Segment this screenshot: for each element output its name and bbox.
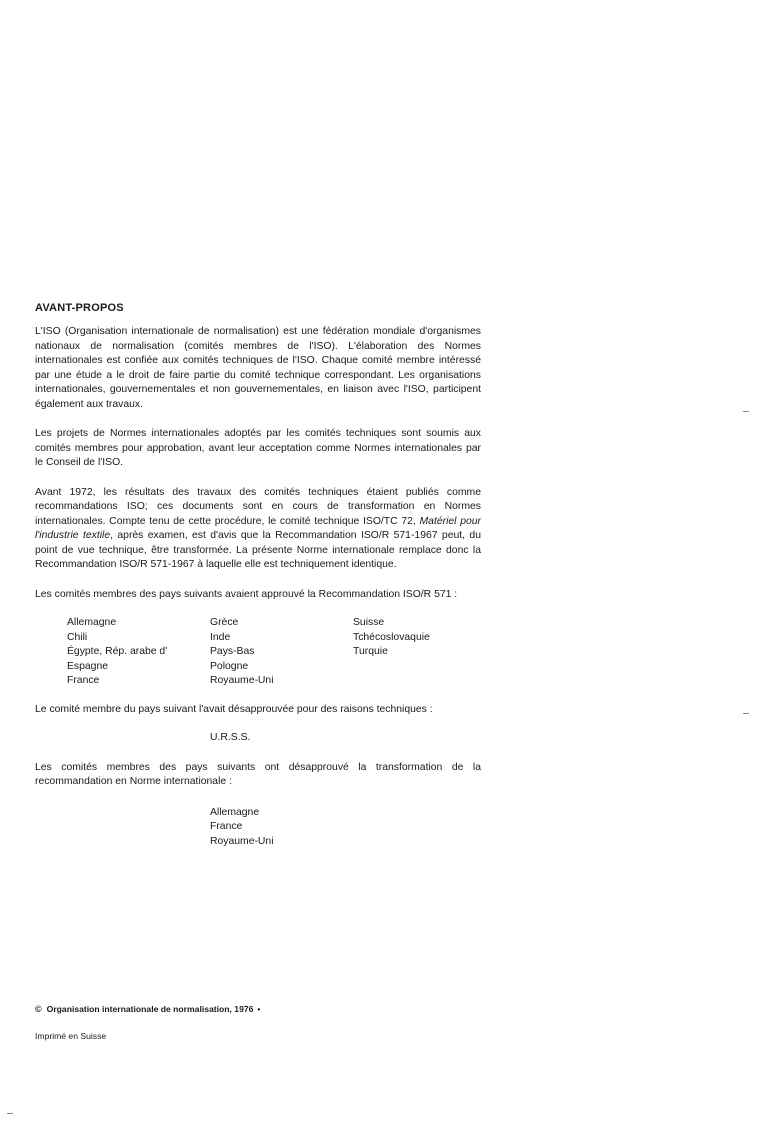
country-item: Tchécoslovaquie (353, 631, 430, 643)
country-item: Chili (67, 631, 88, 643)
transformation-objectors-list (35, 806, 481, 850)
country-item: Égypte, Rép. arabe d' (67, 646, 168, 658)
margin-mark (743, 713, 749, 714)
copyright-line (35, 1004, 260, 1014)
country-item: France (210, 821, 243, 833)
paragraph-iso-intro: L'ISO (Organisation internationale de normalisation) est une fédération mondiale d'organismes nationaux de normalisation (comités membres de l'ISO). L'élaboration des Normes internationales est confiée aux comités techniques de l'ISO. Chaque comité membre intéressé par une étude a le droit de faire partie du comité technique correspondant. Les organisations internationales, gouvernementales et non gouvernementales, en liaison avec l'ISO, participent également aux travaux. (35, 326, 481, 410)
country-item: Espagne (67, 660, 109, 672)
country-item: Grèce (210, 617, 239, 628)
paragraph-transformation-objection: Les comités membres des pays suivants ont désapprouvé la transformation de la recommandation en Norme internationale : (35, 761, 481, 787)
country-item: Pologne (210, 660, 249, 672)
countries-column-2 (210, 616, 274, 689)
paragraph-approving-intro: Les comités membres des pays suivants avaient approuvé la Recommandation ISO/R 571 : (35, 588, 458, 600)
copyright-icon: © (35, 1004, 42, 1014)
bullet-icon: • (257, 1004, 261, 1014)
countries-column-1 (67, 616, 167, 689)
country-item: Pays-Bas (210, 646, 255, 658)
countries-column-3 (353, 616, 430, 660)
document-body (35, 302, 481, 849)
paragraph-approval-process: Les projets de Normes internationales adoptés par les comités techniques sont soumis aux comités membres pour approbation, avant leur acceptation comme Normes internationales par le Conseil de l'ISO. (35, 428, 481, 468)
history-text-after: , après examen, est d'avis que la Recommandation ISO/R 571-1967 peut, du point de vue technique, être transformée. La présente Norme internationale remplace donc la Recommandation ISO/R 571-1967 à laquelle elle est techniquement identique. (35, 530, 481, 570)
country-item: Allemagne (67, 617, 117, 628)
paragraph-history (35, 486, 481, 573)
disapproving-country: U.R.S.S. (210, 731, 251, 743)
country-item: Suisse (353, 617, 385, 628)
country-item: Royaume-Uni (210, 675, 274, 687)
page-title: AVANT-PROPOS (35, 302, 124, 314)
country-item: Royaume-Uni (210, 835, 274, 847)
country-item: Inde (210, 631, 231, 643)
history-text-before: Avant 1972, les résultats des travaux des comités techniques étaient publiés comme recommandations ISO; ces documents sont en cours de transformation en Normes internationales. Compte tenu de cette procédure, le comité technique ISO/TC 72, (35, 486, 481, 527)
country-item: Turquie (353, 646, 388, 658)
paragraph-disapproving-intro: Le comité membre du pays suivant l'avait désapprouvée pour des raisons techniques : (35, 704, 433, 715)
printed-in: Imprimé en Suisse (35, 1031, 107, 1041)
country-item: France (67, 675, 100, 687)
history-italic-title: Matériel pour l'industrie textile (35, 515, 481, 541)
margin-mark (743, 411, 749, 412)
copyright-text: Organisation internationale de normalisation, 1976 (46, 1004, 254, 1014)
approving-countries (35, 616, 481, 690)
country-item: Allemagne (210, 806, 260, 818)
margin-mark (7, 1113, 13, 1114)
